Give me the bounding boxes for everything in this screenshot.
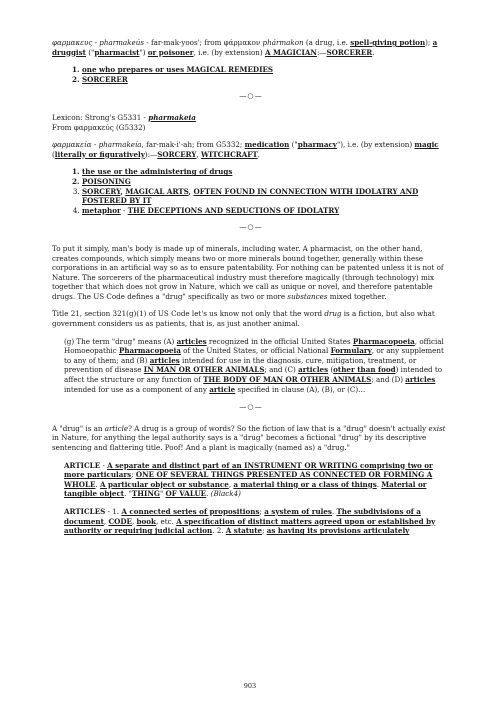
citation: (Black4)	[210, 489, 241, 499]
list-item: 1. one who prepares or uses MAGICAL REMEDIES	[82, 65, 450, 75]
term-spell-giving-potion: spell-giving potion	[350, 38, 426, 47]
greek-word: φαρμακευς	[52, 38, 93, 47]
list-item: 1. the use or the administering of drugs	[82, 167, 450, 177]
list-item: 2. SORCERER	[82, 75, 450, 85]
entry-pharmakeus: φαρμακευς - pharmakeús - far-mak-yoos'; from φάρμακον phármakon (a drug, i.e. spell-giving potion); a druggist ("pharmacist") or poisoner, i.e. (by extension) A MAGICIAN:—SORCERER.	[52, 38, 438, 57]
lexicon-link[interactable]: pharmakeia	[148, 112, 196, 122]
term-druggist: a druggist	[52, 38, 438, 57]
definition-article: ARTICLE - A separate and distinct part of an INSTRUMENT OR WRITING comprising two or more particulars; ONE OF SEVERAL THINGS PRESENTED AS CONNECTED OR FORMING A WHOLE. A particular object or substance, a material thing or a class of things. Material or tangible object. "THING" OF VALUE. (Black4)	[64, 460, 433, 499]
term-magician: A MAGICIAN	[264, 47, 317, 57]
list-item: 3. SORCERY, MAGICAL ARTS, OFTEN FOUND IN CONNECTION WITH IDOLATRY AND FOSTERED BY IT	[82, 187, 450, 206]
section-separator: —○—	[239, 91, 263, 101]
entry-pharmakeus-list	[68, 65, 450, 84]
body-paragraph: A "drug" is an article? A drug is a group of words? So the fiction of law that is a "drug" doesn't actually exist in Nature, for anything the legal authority says is a "drug" becomes a fictional "drug" by its descriptive sentencing and flattering title. Poof! And a plant is magically (named as) a "drug."	[52, 423, 446, 452]
term-poisoner: or poisoner	[147, 47, 194, 57]
statute-quote: (g) The term "drug" means (A) articles recognized in the official United States Pharmacopoeia, official Homoeopathic Pharmacopoeia of the United States, or official National Formulary, or any supplement to any of them; and (B) articles intended for use in the diagnosis, cure, mitigation, treatment, or prevention of disease IN MAN OR OTHER ANIMALS; and (C) articles (other than food) intended to affect the structure or any function of THE BODY OF MAN OR OTHER ANIMALS; and (D) articles intended for use as a component of any article specified in clause (A), (B), or (C)…	[64, 336, 444, 394]
transliteration: pharmakeús	[99, 38, 144, 47]
page-number: 903	[243, 682, 257, 690]
entry-pharmakeia: φαρμακεία - pharmakeía, far-mak-i'-ah; from G5332; medication ("pharmacy"), i.e. (by extension) magic (literally or figuratively):—SORCERY, WITCHCRAFT.	[52, 140, 439, 159]
from-line: From φαρμακεύς (G5332)	[52, 122, 146, 132]
definition-articles: ARTICLES - 1. A connected series of propositions; a system of rules. The subdivisions of a document, CODE, book, etc. A specification of distinct matters agreed upon or established by authority or requiring judicial action. 2. A statute; as having its provisions articulately	[64, 506, 436, 536]
list-item: 2. POISONING	[82, 177, 450, 187]
entry-pharmakeia-list	[68, 167, 450, 215]
lexicon-line: Lexicon: Strong's G5331 - pharmakeia	[52, 112, 196, 122]
body-paragraph: Title 21, section 321(g)(1) of US Code let's us know not only that the word drug is a fiction, but also what government considers us as patients, that is, as just another animal.	[52, 309, 435, 329]
section-separator: —○—	[239, 402, 263, 412]
section-separator: —○—	[239, 222, 263, 232]
body-paragraph: To put it simply, man's body is made up of minerals, including water. A pharmacist, on the other hand, creates compounds, which simply means two or more minerals bound together, generally within these corporations in an artificial way so as to ensure patentability. For nothing can be patented unless it is not of Nature. The sorcerers of the pharmaceutical industry must therefore magically (through technology) mix together that which does not grow in Nature, which we call as unique or novel, and therefore patentable drugs. The US Code defines a "drug" specifically as two or more substances mixed together.	[52, 243, 444, 301]
greek-word: φαρμακεία	[52, 140, 92, 150]
term-pharmacist: pharmacist	[94, 47, 140, 57]
term-sorcerer: SORCERER	[326, 47, 373, 57]
list-item: 4. metaphor - THE DECEPTIONS AND SEDUCTIONS OF IDOLATRY	[82, 206, 450, 216]
